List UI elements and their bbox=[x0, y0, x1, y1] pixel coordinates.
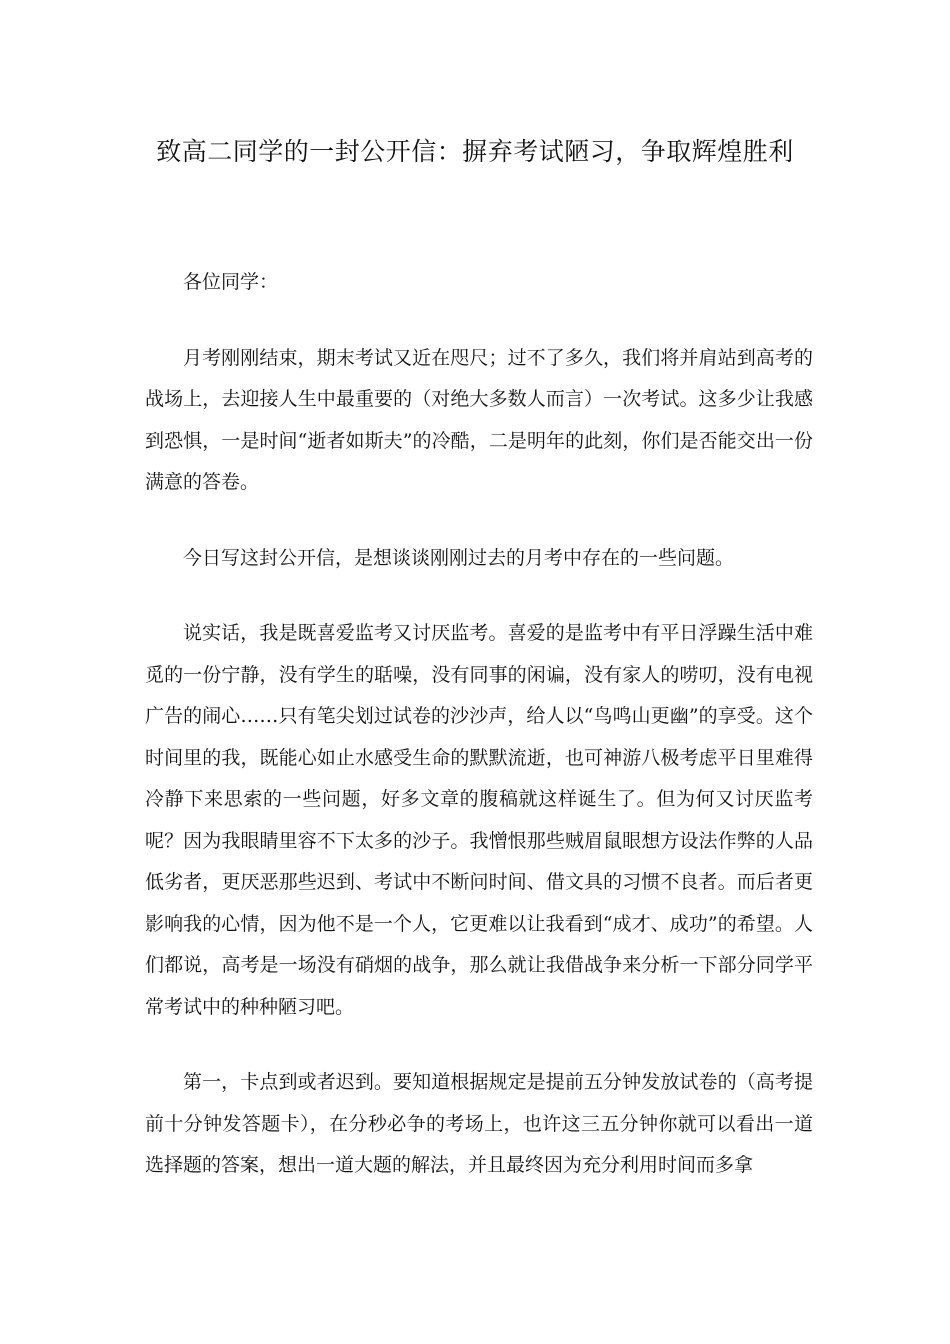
paragraph-2: 今日写这封公开信，是想谈谈刚刚过去的月考中存在的一些问题。 bbox=[183, 546, 735, 569]
paragraph-3: 说实话，我是既喜爱监考又讨厌监考。喜爱的是监考中有平日浮躁生活中难觅的一份宁静，没有学生的聒噪，没有同事的闲谝，没有家人的唠叨，没有电视广告的闹心……只有笔尖划过试卷的沙沙声，给人以“鸟鸣山更幽”的享受。这个时间里的我，既能心如止水感受生命的默默流逝，也可神游八极考虑平日里难得冷静下来思索的一些问题，好多文章的腹稿就这样诞生了。但为何又讨厌监考呢？因为我眼睛里容不下太多的沙子。我憎恨那些贼眉鼠眼想方设法作弊的人品低劣者，更厌恶那些迟到、考试中不断问时间、借文具的习惯不良者。而后者更影响我的心情，因为他不是一个人，它更难以让我看到“成才、成功”的希望。人们都说，高考是一场没有硝烟的战争，那么就让我借战争来分析一下部分同学平常考试中的种种陋习吧。 bbox=[145, 622, 813, 1018]
salutation: 各位同学： bbox=[183, 271, 279, 293]
document-body bbox=[145, 262, 813, 1187]
paragraph-4: 第一，卡点到或者迟到。要知道根据规定是提前五分钟发放试卷的（高考提前十分钟发答题卡），在分秒必争的考场上，也许这三五分钟你就可以看出一道选择题的答案，想出一道大题的解法，并且最终因为充分利用时间而多拿 bbox=[145, 1071, 813, 1176]
paragraph-1: 月考刚刚结束，期末考试又近在咫尺；过不了多久，我们将并肩站到高考的战场上，去迎接人生中最重要的（对绝大多数人而言）一次考试。这多少让我感到恐惧，一是时间“逝者如斯夫”的冷酷，二是明年的此刻，你们是否能交出一份满意的答卷。 bbox=[145, 346, 813, 493]
document-title: 致高二同学的一封公开信：摒弃考试陋习，争取辉煌胜利 bbox=[156, 137, 794, 166]
